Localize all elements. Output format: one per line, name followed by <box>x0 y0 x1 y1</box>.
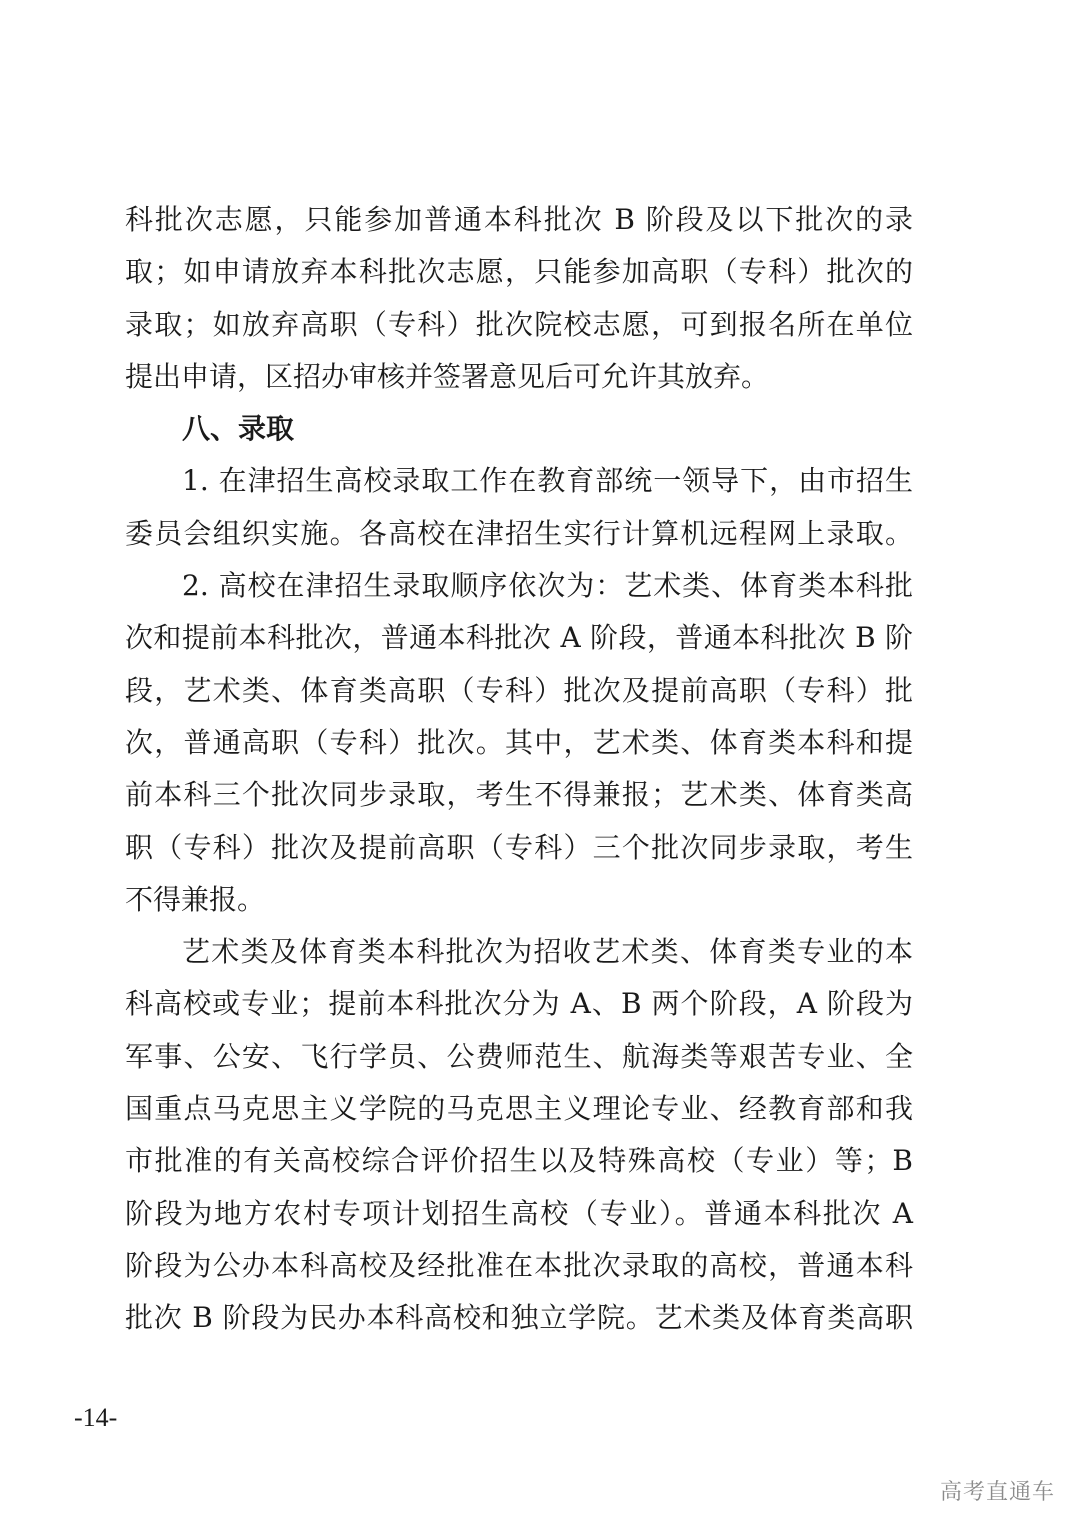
text-line: 2. 高校在津招生录取顺序依次为：艺术类、体育类本科批 <box>182 569 913 603</box>
text-line: 前本科三个批次同步录取，考生不得兼报；艺术类、体育类高 <box>125 778 913 812</box>
document-body <box>125 194 913 1345</box>
text-line: 委员会组织实施。各高校在津招生实行计算机远程网上录取。 <box>125 516 913 550</box>
text-line: 批次 B 阶段为民办本科高校和独立学院。艺术类及体育类高职 <box>125 1301 913 1335</box>
text-line: 科批次志愿，只能参加普通本科批次 B 阶段及以下批次的录 <box>125 203 913 236</box>
watermark: 高考直通车 <box>940 1480 1056 1505</box>
page-number: -14- <box>74 1403 118 1432</box>
text-line: 职（专科）批次及提前高职（专科）三个批次同步录取，考生 <box>125 830 913 864</box>
text-line: 阶段为公办本科高校及经批准在本批次录取的高校，普通本科 <box>125 1248 913 1282</box>
text-line: 阶段为地方农村专项计划招生高校（专业）。普通本科批次 A <box>125 1196 913 1230</box>
text-line: 不得兼报。 <box>125 882 266 916</box>
text-line: 段，艺术类、体育类高职（专科）批次及提前高职（专科）批 <box>125 673 913 707</box>
text-line: 国重点马克思主义学院的马克思主义理论专业、经教育部和我 <box>125 1092 913 1126</box>
text-line: 录取；如放弃高职（专科）批次院校志愿，可到报名所在单位 <box>125 307 913 341</box>
text-line: 市批准的有关高校综合评价招生以及特殊高校（专业）等；B <box>125 1144 913 1178</box>
text-line: 军事、公安、飞行学员、公费师范生、航海类等艰苦专业、全 <box>125 1039 913 1073</box>
text-line: 艺术类及体育类本科批次为招收艺术类、体育类专业的本 <box>182 935 913 969</box>
text-line: 次，普通高职（专科）批次。其中，艺术类、体育类本科和提 <box>125 725 913 759</box>
text-line: 1. 在津招生高校录取工作在教育部统一领导下，由市招生 <box>182 464 913 498</box>
text-line: 取；如申请放弃本科批次志愿，只能参加高职（专科）批次的 <box>125 255 913 289</box>
text-line: 次和提前本科批次，普通本科批次 A 阶段，普通本科批次 B 阶 <box>125 621 913 655</box>
text-line: 提出申请，区招办审核并签署意见后可允许其放弃。 <box>125 359 770 393</box>
text-line: 科高校或专业；提前本科批次分为 A、B 两个阶段，A 阶段为 <box>125 987 913 1021</box>
section-heading: 八、录取 <box>182 412 295 446</box>
